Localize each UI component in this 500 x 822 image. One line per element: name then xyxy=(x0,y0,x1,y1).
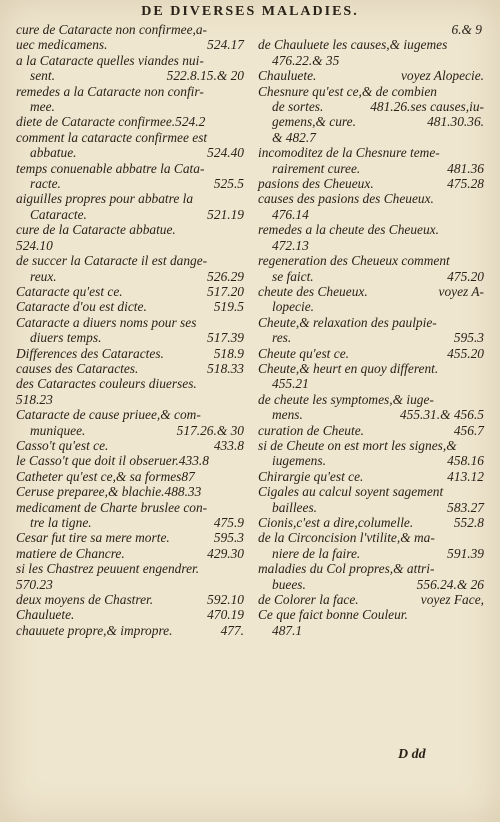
running-header: DE DIVERSES MALADIES. xyxy=(141,4,359,19)
entry-text: 476.22.& 35 xyxy=(272,52,340,68)
page-reference: 475.28 xyxy=(447,176,484,192)
entry-text: & 482.7 xyxy=(272,129,316,145)
entry-text: diuers temps. xyxy=(30,330,102,346)
index-line xyxy=(16,469,244,484)
entry-text: Casso't qu'est ce. xyxy=(16,437,109,453)
index-entry xyxy=(258,438,484,469)
index-line xyxy=(258,299,484,314)
index-line xyxy=(16,315,244,330)
index-line xyxy=(16,68,244,83)
entry-text: comment la cataracte confirmee est xyxy=(16,129,208,145)
index-line xyxy=(258,376,484,391)
index-entry xyxy=(16,407,244,438)
entry-text: tre la tigne. xyxy=(30,515,92,530)
page-reference: 475.20 xyxy=(447,268,484,284)
entry-text: Chirargie qu'est ce. xyxy=(258,468,364,484)
entry-text: Chauluete. xyxy=(16,607,75,623)
entry-text: lopecie. xyxy=(272,299,315,315)
index-line xyxy=(258,22,484,37)
index-entry xyxy=(16,114,244,129)
index-entry xyxy=(16,315,244,346)
index-line xyxy=(258,438,484,453)
entry-text: cure de Cataracte non confirmee,a- xyxy=(16,22,208,37)
entry-text: 487.1 xyxy=(272,622,303,638)
entry-text: niere de la faire. xyxy=(272,545,361,561)
index-entry xyxy=(16,299,244,314)
entry-text: aiguilles propres pour abbatre la xyxy=(16,191,194,207)
index-line xyxy=(16,484,244,499)
index-line xyxy=(16,253,244,268)
index-entry xyxy=(258,315,484,346)
page-reference: 592.10 xyxy=(207,592,244,608)
index-line xyxy=(258,269,484,284)
entry-text: de sortes. xyxy=(272,99,324,115)
index-line xyxy=(258,592,484,607)
index-line xyxy=(258,284,484,299)
entry-text: Differences des Cataractes. xyxy=(16,345,164,361)
index-line xyxy=(16,546,244,561)
index-line xyxy=(16,346,244,361)
index-entry xyxy=(258,392,484,423)
entry-text: 6.& 9 xyxy=(451,22,482,37)
entry-text: sent. xyxy=(30,68,55,84)
index-entry xyxy=(16,592,244,607)
index-entry xyxy=(258,361,484,392)
page-reference: 429.30 xyxy=(207,545,244,561)
entry-text: reux. xyxy=(30,268,57,284)
page-reference: 526.29 xyxy=(207,268,244,284)
entry-text: causes des Cataractes. xyxy=(16,360,139,376)
index-line xyxy=(258,453,484,468)
page-reference: 517.20 xyxy=(207,283,244,299)
entry-text: chauuete propre,& impropre. xyxy=(16,622,173,638)
entry-text: de Colorer la face. xyxy=(258,592,359,608)
index-line xyxy=(16,238,244,253)
index-entry xyxy=(258,469,484,484)
entry-text: deux moyens de Chastrer. xyxy=(16,592,154,608)
page-reference: 517.39 xyxy=(207,330,244,346)
index-line xyxy=(258,222,484,237)
index-line xyxy=(258,392,484,407)
index-line xyxy=(258,145,484,160)
right-column xyxy=(258,22,484,638)
entry-text: 524.10 xyxy=(16,237,53,253)
entry-text: Chauluete. xyxy=(258,68,317,84)
index-line xyxy=(16,114,244,129)
entry-text: baillees. xyxy=(272,499,317,515)
entry-text: Cheute,& heurt en quoy different. xyxy=(258,360,439,376)
index-entry xyxy=(258,253,484,284)
index-line xyxy=(258,84,484,99)
index-entry xyxy=(258,530,484,561)
index-line xyxy=(258,53,484,68)
index-line xyxy=(258,346,484,361)
entry-text: abbatue. xyxy=(30,145,77,161)
page-reference: 595.3 xyxy=(453,330,484,346)
page-reference: 595.3 xyxy=(213,530,244,546)
index-line xyxy=(258,330,484,345)
index-entry xyxy=(16,484,244,499)
index-entry xyxy=(16,84,244,115)
entry-text: Cataracte qu'est ce. xyxy=(16,283,123,299)
entry-text: le Casso't que doit il obseruer.433.8 xyxy=(16,453,209,469)
index-line xyxy=(258,99,484,114)
index-line xyxy=(258,546,484,561)
index-line xyxy=(16,623,244,638)
index-line xyxy=(258,130,484,145)
entry-text: de cheute les symptomes,& iuge- xyxy=(258,391,434,407)
index-entry xyxy=(16,607,244,622)
index-entry xyxy=(258,145,484,176)
index-entry xyxy=(16,361,244,376)
index-entry xyxy=(16,438,244,453)
index-line xyxy=(16,84,244,99)
index-entry xyxy=(16,222,244,253)
left-column xyxy=(16,22,244,638)
entry-text: incomoditez de la Chesnure teme- xyxy=(258,145,440,161)
index-line xyxy=(258,577,484,592)
index-line xyxy=(16,130,244,145)
page-reference: 481.26.ses causes,iu- xyxy=(370,99,484,115)
entry-text: de succer la Cataracte il est dange- xyxy=(16,253,208,269)
index-line xyxy=(258,161,484,176)
entry-text: mens. xyxy=(272,407,303,423)
entry-text: Cataracte d'ou est dicte. xyxy=(16,299,147,315)
page-reference: 519.5 xyxy=(213,299,244,315)
entry-text: 518.23 xyxy=(16,391,53,407)
page-reference: 481.30.36. xyxy=(427,114,484,130)
index-entry xyxy=(16,191,244,222)
index-entry xyxy=(258,592,484,607)
index-entry xyxy=(16,253,244,284)
index-line xyxy=(258,176,484,191)
page-reference: 552.8 xyxy=(453,515,484,530)
entry-text: regeneration des Cheueux comment xyxy=(258,253,450,269)
page-reference: 455.31.& 456.5 xyxy=(399,407,484,423)
index-entry xyxy=(16,130,244,161)
index-line xyxy=(16,145,244,160)
entry-text: 476.14 xyxy=(272,206,309,222)
index-line xyxy=(258,191,484,206)
index-entry xyxy=(258,515,484,530)
index-line xyxy=(258,68,484,83)
page-reference: 458.16 xyxy=(447,453,484,469)
index-line xyxy=(258,484,484,499)
page-reference: 521.19 xyxy=(207,206,244,222)
entry-text: a la Cataracte quelles viandes nui- xyxy=(16,52,204,68)
index-line xyxy=(16,438,244,453)
index-entry xyxy=(258,423,484,438)
entry-text: racte. xyxy=(30,176,61,192)
entry-text: Cheute,& relaxation des paulpie- xyxy=(258,314,437,330)
entry-text: 455.21 xyxy=(272,376,309,392)
index-line xyxy=(16,161,244,176)
entry-text: si les Chastrez peuuent engendrer. xyxy=(16,561,200,577)
index-line xyxy=(16,500,244,515)
index-entry xyxy=(258,68,484,83)
index-line xyxy=(16,299,244,314)
entry-text: remedes a la Cataracte non confir- xyxy=(16,83,204,99)
index-line xyxy=(16,530,244,545)
index-entry xyxy=(16,161,244,192)
index-entry xyxy=(258,176,484,191)
page-reference: 475.9 xyxy=(213,515,244,530)
index-entry xyxy=(258,284,484,315)
entry-text: 472.13 xyxy=(272,237,309,253)
entry-text: remedes a la cheute des Cheueux. xyxy=(258,222,439,238)
index-entry xyxy=(258,22,484,37)
entry-text: de Chauluete les causes,& iugemes xyxy=(258,37,448,53)
index-line xyxy=(16,407,244,422)
index-line xyxy=(16,423,244,438)
entry-text: si de Cheute on est mort les signes,& xyxy=(258,437,457,453)
index-entry xyxy=(16,530,244,545)
entry-text: iugemens. xyxy=(272,453,326,469)
entry-text: muniquee. xyxy=(30,422,86,438)
index-entry xyxy=(258,37,484,68)
page-reference: 470.19 xyxy=(207,607,244,623)
entry-text: causes des pasions des Cheueux. xyxy=(258,191,434,207)
entry-text: rairement curee. xyxy=(272,160,361,176)
entry-text: matiere de Chancre. xyxy=(16,545,125,561)
page-reference: 524.17 xyxy=(207,37,244,53)
index-line xyxy=(258,407,484,422)
index-entry xyxy=(258,607,484,638)
entry-text: curation de Cheute. xyxy=(258,422,364,438)
entry-text: de la Circoncision l'vtilite,& ma- xyxy=(258,530,435,546)
index-entry xyxy=(16,284,244,299)
index-line xyxy=(16,284,244,299)
page-reference: 477. xyxy=(220,622,244,638)
page-reference: voyez Face, xyxy=(420,592,484,608)
page-reference: 433.8 xyxy=(213,437,244,453)
page-reference: 556.24.& 26 xyxy=(416,576,484,592)
index-line xyxy=(16,577,244,592)
entry-text: Cionis,c'est a dire,columelle. xyxy=(258,515,414,530)
index-line xyxy=(16,561,244,576)
index-line xyxy=(16,222,244,237)
index-line xyxy=(16,99,244,114)
entry-text: se faict. xyxy=(272,268,314,284)
index-line xyxy=(258,623,484,638)
entry-text: diete de Cataracte confirmee.524.2 xyxy=(16,114,206,130)
index-line xyxy=(16,392,244,407)
index-line xyxy=(258,423,484,438)
page-reference: 456.7 xyxy=(453,422,484,438)
page-reference: 522.8.15.& 20 xyxy=(166,68,244,84)
page-reference: 517.26.& 30 xyxy=(176,422,244,438)
signature-mark: D dd xyxy=(398,747,426,762)
page-reference: 481.36 xyxy=(447,160,484,176)
index-line xyxy=(16,176,244,191)
entry-text: Ceruse preparee,& blachie.488.33 xyxy=(16,484,202,500)
index-line xyxy=(16,269,244,284)
entry-text: uec medicamens. xyxy=(16,37,108,53)
index-entry xyxy=(258,84,484,146)
index-line xyxy=(16,453,244,468)
index-line xyxy=(258,607,484,622)
entry-text: Cheute qu'est ce. xyxy=(258,345,349,361)
index-line xyxy=(16,361,244,376)
entry-text: temps conuenable abbatre la Cata- xyxy=(16,160,205,176)
entry-text: medicament de Charte bruslee con- xyxy=(16,499,208,515)
index-entry xyxy=(258,561,484,592)
entry-text: Cataracte de cause priuee,& com- xyxy=(16,407,201,423)
index-line xyxy=(16,515,244,530)
page-reference: 413.12 xyxy=(447,468,484,484)
entry-text: Catheter qu'est ce,& sa formes87 xyxy=(16,468,195,484)
index-line xyxy=(16,22,244,37)
index-entry xyxy=(16,469,244,484)
index-line xyxy=(258,207,484,222)
index-entry xyxy=(16,53,244,84)
entry-text: des Cataractes couleurs diuerses. xyxy=(16,376,197,392)
entry-text: maladies du Col propres,& attri- xyxy=(258,561,435,577)
page-reference: voyez A- xyxy=(438,283,484,299)
index-line xyxy=(258,114,484,129)
index-entry xyxy=(16,623,244,638)
index-entry xyxy=(16,376,244,407)
page-reference: voyez Alopecie. xyxy=(400,68,484,84)
page-reference: 583.27 xyxy=(447,499,484,515)
index-entry xyxy=(16,561,244,592)
entry-text: res. xyxy=(272,330,292,346)
page-reference: 518.33 xyxy=(207,360,244,376)
index-entry xyxy=(258,191,484,222)
index-entry xyxy=(16,346,244,361)
index-line xyxy=(258,561,484,576)
entry-text: pasions des Cheueux. xyxy=(258,176,374,192)
index-entry xyxy=(258,222,484,253)
entry-text: Cataracte. xyxy=(30,206,87,222)
index-line xyxy=(16,53,244,68)
page-reference: 524.40 xyxy=(207,145,244,161)
index-entry xyxy=(258,484,484,515)
index-line xyxy=(16,376,244,391)
entry-text: Cataracte a diuers noms pour ses xyxy=(16,314,197,330)
entry-text: cheute des Cheueux. xyxy=(258,283,368,299)
entry-text: 570.23 xyxy=(16,576,53,592)
page-reference: 455.20 xyxy=(447,345,484,361)
index-line xyxy=(16,37,244,52)
index-line xyxy=(16,592,244,607)
page-reference: 591.39 xyxy=(447,545,484,561)
page-reference: 525.5 xyxy=(213,176,244,192)
index-line xyxy=(16,607,244,622)
page-reference: 518.9 xyxy=(213,345,244,361)
index-line xyxy=(16,330,244,345)
index-entry xyxy=(16,500,244,531)
index-line xyxy=(258,253,484,268)
index-entry xyxy=(16,22,244,53)
index-line xyxy=(16,207,244,222)
entry-text: Chesnure qu'est ce,& de combien xyxy=(258,83,438,99)
index-entry xyxy=(16,453,244,468)
entry-text: Cigales au calcul soyent sagement xyxy=(258,484,444,500)
entry-text: mee. xyxy=(30,99,55,115)
index-line xyxy=(258,500,484,515)
index-line xyxy=(258,315,484,330)
index-line xyxy=(258,238,484,253)
index-entry xyxy=(258,346,484,361)
entry-text: Cesar fut tire sa mere morte. xyxy=(16,530,170,546)
entry-text: gemens,& cure. xyxy=(272,114,356,130)
index-line xyxy=(258,469,484,484)
index-entry xyxy=(16,546,244,561)
index-line xyxy=(16,191,244,206)
index-line xyxy=(258,361,484,376)
index-line xyxy=(258,530,484,545)
entry-text: cure de la Cataracte abbatue. xyxy=(16,222,176,238)
index-line xyxy=(258,37,484,52)
entry-text: buees. xyxy=(272,576,306,592)
entry-text: Ce que faict bonne Couleur. xyxy=(258,607,408,623)
index-line xyxy=(258,515,484,530)
